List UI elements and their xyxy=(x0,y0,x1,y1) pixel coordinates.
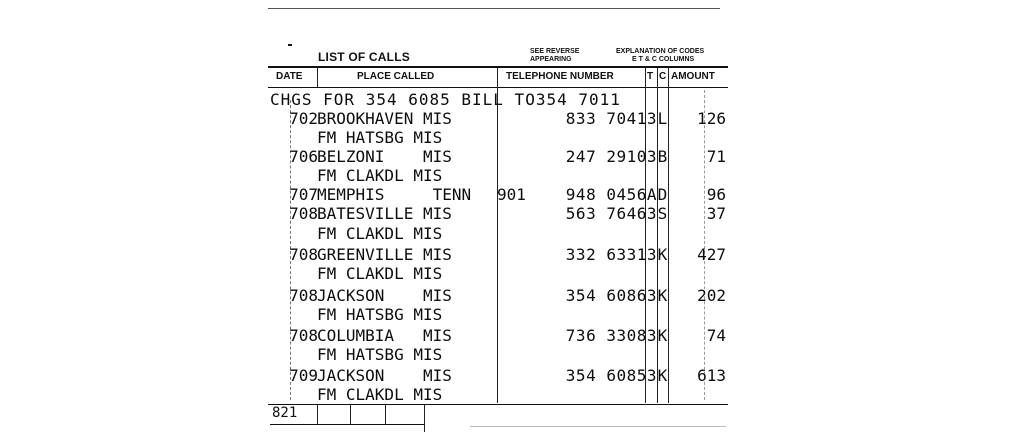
row-date: 708 xyxy=(289,326,318,345)
tick-mark xyxy=(288,44,292,46)
col-sep-date xyxy=(317,67,318,87)
row-place: BELZONI MIS xyxy=(317,147,452,166)
row-date: 708 xyxy=(289,286,318,305)
row-number: 354 60853 xyxy=(565,366,657,385)
row-amount: 613 xyxy=(697,366,726,385)
row-code: B xyxy=(657,147,668,166)
row-amount: 126 xyxy=(697,109,726,128)
footer-box-sep-4 xyxy=(424,404,425,432)
row-code: L xyxy=(657,109,668,128)
see-reverse-label: SEE REVERSE xyxy=(530,48,580,55)
col-header-amount: AMOUNT xyxy=(671,71,715,82)
row-number: 736 33083 xyxy=(565,326,657,345)
table-row xyxy=(0,245,1023,264)
row-from: FM HATSBG MIS xyxy=(317,345,443,364)
table-row-from xyxy=(0,264,1023,283)
row-code: S xyxy=(657,204,668,223)
explanation-label: EXPLANATION OF CODES xyxy=(616,48,705,55)
col-header-place: PLACE CALLED xyxy=(357,71,435,82)
col-header-date: DATE xyxy=(276,71,303,82)
row-place: JACKSON MIS xyxy=(317,286,452,305)
row-from: FM CLAKDL MIS xyxy=(317,264,443,283)
row-number: 332 63313 xyxy=(565,245,657,264)
table-row-from xyxy=(0,385,1023,404)
row-code: K xyxy=(657,286,668,305)
row-date: 708 xyxy=(289,204,318,223)
charges-line: CHGS FOR 354 6085 BILL TO354 7011 xyxy=(270,90,621,109)
table-row xyxy=(0,326,1023,345)
footer-box-bottom xyxy=(270,424,425,425)
row-code: K xyxy=(657,326,668,345)
footer-box-sep-3 xyxy=(385,404,386,424)
col-header-t: T xyxy=(647,71,654,82)
page-number: 821 xyxy=(272,405,298,421)
table-row-from xyxy=(0,128,1023,147)
table-row-from xyxy=(0,224,1023,243)
table-row xyxy=(0,204,1023,223)
row-code: K xyxy=(657,366,668,385)
row-number: 833 70413 xyxy=(565,109,657,128)
row-date: 707 xyxy=(289,185,318,204)
row-place: BROOKHAVEN MIS xyxy=(317,109,452,128)
appearing-label: APPEARING xyxy=(530,56,572,63)
row-from: FM HATSBG MIS xyxy=(317,305,443,324)
row-place: COLUMBIA MIS xyxy=(317,326,452,345)
row-number: 563 76463 xyxy=(565,204,657,223)
table-row xyxy=(0,286,1023,305)
bottom-rule xyxy=(268,404,728,405)
table-row-from xyxy=(0,345,1023,364)
header-bottom-rule xyxy=(268,87,728,88)
codes-columns-label: E T & C COLUMNS xyxy=(632,56,695,63)
row-area-code: 901 xyxy=(497,185,526,204)
row-number: 354 60863 xyxy=(565,286,657,305)
row-amount: 427 xyxy=(697,245,726,264)
charges-row xyxy=(0,90,1023,109)
row-place: JACKSON MIS xyxy=(317,366,452,385)
table-row-from xyxy=(0,166,1023,185)
row-amount: 74 xyxy=(706,326,726,345)
row-number: 948 0456A xyxy=(565,185,657,204)
row-code: D xyxy=(657,185,668,204)
row-place: BATESVILLE MIS xyxy=(317,204,452,223)
row-code: K xyxy=(657,245,668,264)
row-amount: 202 xyxy=(697,286,726,305)
row-from: FM HATSBG MIS xyxy=(317,128,443,147)
row-date: 708 xyxy=(289,245,318,264)
row-amount: 71 xyxy=(706,147,726,166)
col-header-c: C xyxy=(659,71,667,82)
table-row-from xyxy=(0,305,1023,324)
header-top-rule xyxy=(268,66,728,68)
row-date: 706 xyxy=(289,147,318,166)
row-number: 247 29103 xyxy=(565,147,657,166)
list-title: LIST OF CALLS xyxy=(318,50,410,64)
footer-box-sep-1 xyxy=(317,404,318,424)
table-row xyxy=(0,185,1023,204)
row-place: GREENVILLE MIS xyxy=(317,245,452,264)
table-row xyxy=(0,147,1023,166)
col-header-telephone: TELEPHONE NUMBER xyxy=(506,71,614,82)
top-rule xyxy=(268,8,720,9)
row-from: FM CLAKDL MIS xyxy=(317,166,443,185)
row-amount: 37 xyxy=(706,204,726,223)
row-date: 709 xyxy=(289,366,318,385)
row-from: FM CLAKDL MIS xyxy=(317,224,443,243)
row-amount: 96 xyxy=(706,185,726,204)
row-from: FM CLAKDL MIS xyxy=(317,385,443,404)
table-row xyxy=(0,109,1023,128)
footer-box-sep-2 xyxy=(350,404,351,424)
table-row xyxy=(0,366,1023,385)
footer-faint-rule xyxy=(470,426,726,427)
row-place: MEMPHIS TENN xyxy=(317,185,472,204)
row-date: 702 xyxy=(289,109,318,128)
